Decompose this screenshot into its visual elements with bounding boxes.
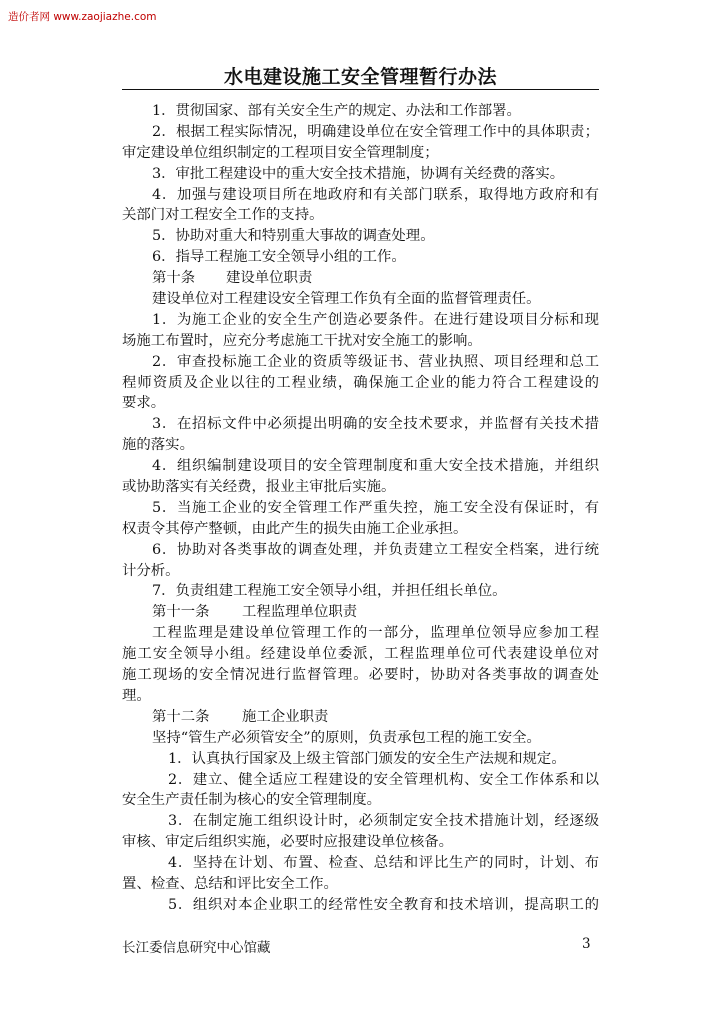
paragraph-line: 4．加强与建设项目所在地政府和有关部门联系，取得地方政府和有	[152, 186, 599, 203]
title-rule	[122, 89, 599, 90]
paragraph-line: 2．审查投标施工企业的资质等级证书、营业执照、项目经理和总工	[152, 353, 599, 370]
article-title: 施工企业职责	[242, 708, 329, 725]
paragraph-line: 3．审批工程建设中的重大安全技术措施，协调有关经费的落实。	[152, 165, 565, 182]
paragraph-line: 2．建立、健全适应工程建设的安全管理机构、安全工作体系和以	[168, 771, 599, 788]
paragraph-line: 坚持“管生产必须管安全”的原则，负责承包工程的施工安全。	[152, 729, 541, 746]
paragraph-line: 施的落实。	[122, 437, 194, 454]
paragraph-line: 2．根据工程实际情况，明确建设单位在安全管理工作中的具体职责；	[152, 123, 599, 140]
paragraph-line: 施工现场的安全情况进行监督管理。必要时，协助对各类事故的调查处	[122, 667, 599, 684]
paragraph-line: 置、检查、总结和评比安全工作。	[122, 875, 338, 892]
page-title: 水电建设施工安全管理暂行办法	[223, 66, 497, 88]
paragraph-line: 3．在制定施工组织设计时，必须制定安全技术措施计划，经逐级	[168, 813, 599, 830]
paragraph-line: 建设单位对工程建设安全管理工作负有全面的监督管理责任。	[152, 291, 541, 308]
article-title: 工程监理单位职责	[242, 604, 358, 621]
paragraph-line: 6．指导工程施工安全领导小组的工作。	[152, 249, 406, 266]
paragraph-line: 权责令其停产整顿，由此产生的损失由施工企业承担。	[122, 520, 468, 537]
paragraph-line: 要求。	[122, 395, 166, 412]
paragraph-line: 施工安全领导小组。经建设单位委派，工程监理单位可代表建设单位对	[122, 646, 599, 663]
paragraph-line: 理。	[122, 687, 151, 704]
watermark	[8, 9, 157, 24]
article-heading	[122, 268, 599, 289]
article-number: 第十一条	[152, 604, 210, 621]
paragraph-line: 1．贯彻国家、部有关安全生产的规定、办法和工作部署。	[152, 103, 521, 119]
article-title: 建设单位职责	[226, 270, 313, 287]
watermark-url: www.zaojiazhe.com	[53, 11, 157, 23]
paragraph-line: 计分析。	[122, 562, 180, 579]
paragraph-line: 6．协助对各类事故的调查处理，并负责建立工程安全档案，进行统	[152, 541, 599, 558]
paragraph-line: 5．组织对本企业职工的经常性安全教育和技术培训，提高职工的	[168, 896, 599, 913]
paragraph-line: 5．当施工企业的安全管理工作严重失控，施工安全没有保证时，有	[152, 499, 599, 516]
article-number: 第十二条	[152, 708, 210, 725]
watermark-site-name: 造价者网	[8, 11, 50, 23]
article-heading	[122, 602, 599, 623]
paragraph-line: 4．坚持在计划、布置、检查、总结和评比生产的同时，计划、布	[168, 855, 599, 872]
article-number: 第十条	[152, 270, 196, 287]
paragraph-line: 5．协助对重大和特别重大事故的调查处理。	[152, 228, 435, 245]
paragraph-line: 或协助落实有关经费，报业主审批后实施。	[122, 479, 396, 496]
paragraph-line: 1．认真执行国家及上级主管部门颁发的安全生产法规和规定。	[168, 750, 566, 767]
paragraph-line: 7．负责组建工程施工安全领导小组，并担任组长单位。	[152, 583, 507, 600]
paragraph-line: 安全生产责任制为核心的安全管理制度。	[122, 792, 382, 809]
paragraph-line: 程师资质及企业以往的工程业绩，确保施工企业的能力符合工程建设的	[122, 374, 599, 391]
paragraph-line: 3．在招标文件中必须提出明确的安全技术要求，并监督有关技术措	[152, 416, 599, 433]
footer-source: 长江委信息研究中心馆藏	[122, 940, 271, 956]
paragraph-line: 4．组织编制建设项目的安全管理制度和重大安全技术措施，并组织	[152, 458, 599, 475]
paragraph-line: 场施工布置时，应充分考虑施工干扰对安全施工的影响。	[122, 332, 482, 349]
paragraph-line: 审定建设单位组织制定的工程项目安全管理制度；	[122, 144, 439, 161]
paragraph-line: 工程监理是建设单位管理工作的一部分，监理单位领导应参加工程	[152, 625, 599, 642]
paragraph-line: 审核、审定后组织实施，必要时应报建设单位核备。	[122, 834, 453, 851]
article-heading	[122, 707, 599, 728]
page-number: 3	[582, 936, 591, 952]
paragraph-line: 1．为施工企业的安全生产创造必要条件。在进行建设项目分标和现	[152, 311, 599, 328]
paragraph-line: 关部门对工程安全工作的支持。	[122, 207, 324, 224]
document-body	[122, 101, 599, 916]
